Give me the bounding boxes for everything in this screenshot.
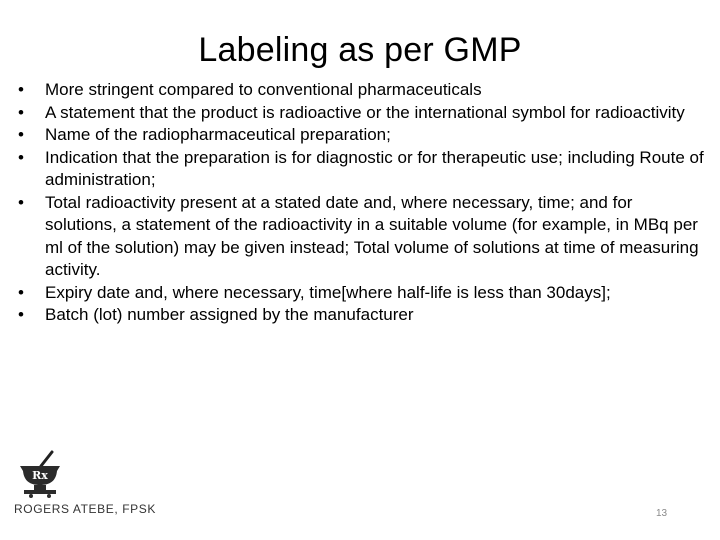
bullet-text: A statement that the product is radioactive or the international symbol for radioactivity bbox=[45, 102, 685, 122]
bullet-list bbox=[18, 79, 708, 327]
bullet-dot: • bbox=[18, 147, 24, 167]
bullet-item bbox=[18, 124, 708, 147]
bullet-text: Name of the radiopharmaceutical preparation; bbox=[45, 125, 391, 144]
bullet-text: Indication that the preparation is for diagnostic or for therapeutic use; including Route of administration; bbox=[45, 147, 704, 189]
bullet-dot: • bbox=[18, 192, 24, 212]
rx-symbol: Rx bbox=[32, 469, 48, 482]
bullet-text: More stringent compared to conventional pharmaceuticals bbox=[45, 80, 482, 99]
bullet-item bbox=[18, 282, 708, 305]
mortar-pestle-rx-icon bbox=[12, 450, 68, 498]
bullet-dot: • bbox=[18, 305, 24, 324]
author-name: ROGERS ATEBE, FPSK bbox=[14, 502, 156, 516]
page-number: 13 bbox=[656, 508, 668, 519]
bullet-text: Expiry date and, where necessary, time[where half-life is less than 30days]; bbox=[45, 282, 611, 302]
bullet-item bbox=[18, 192, 708, 282]
bullet-dot: • bbox=[18, 102, 24, 122]
bullet-item bbox=[18, 79, 708, 102]
slide-title: Labeling as per GMP bbox=[198, 31, 522, 69]
bullet-dot: • bbox=[18, 80, 24, 99]
bullet-dot: • bbox=[18, 125, 24, 144]
bullet-item bbox=[18, 147, 708, 192]
bullet-item bbox=[18, 102, 708, 125]
bullet-text: Total radioactivity present at a stated date and, where necessary, time; and for solutions, a statement of the radioactivity in a suitable volume (for example, in MBq per ml of the solution) may be given instead; Total volume of solutions at time of measuring activity. bbox=[45, 192, 699, 279]
bullet-text: Batch (lot) number assigned by the manufacturer bbox=[45, 305, 414, 324]
bullet-item bbox=[18, 304, 708, 327]
bullet-dot: • bbox=[18, 282, 24, 302]
